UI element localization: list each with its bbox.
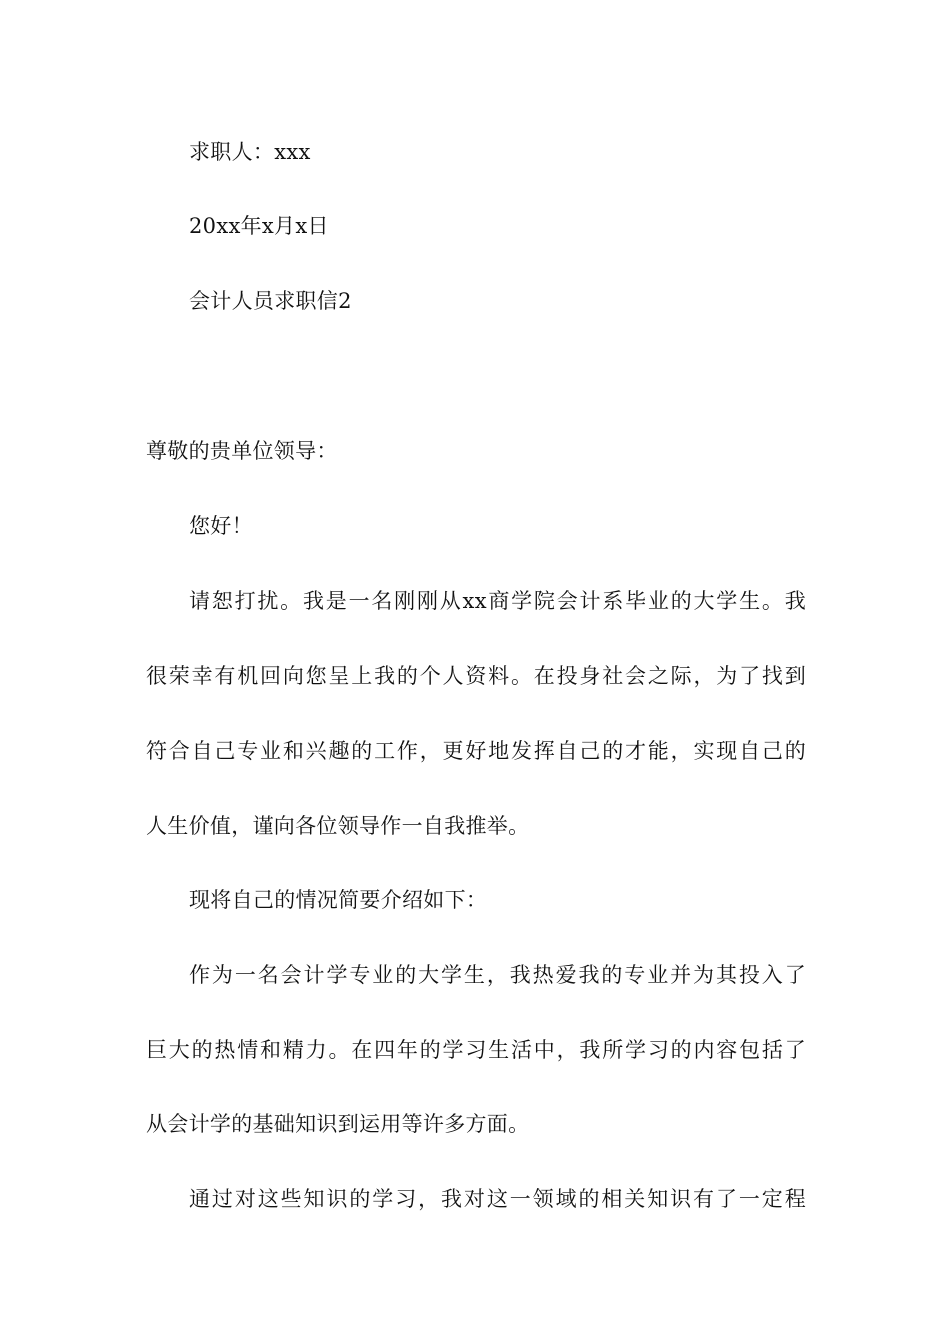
paragraph-1-line-1: 请恕打扰。我是一名刚刚从xx商学院会计系毕业的大学生。我	[189, 589, 806, 613]
paragraph-1-line-4: 人生价值，谨向各位领导作一自我推举。	[146, 814, 530, 838]
paragraph-3-line-1: 作为一名会计学专业的大学生，我热爱我的专业并为其投入了	[189, 963, 806, 987]
salutation: 尊敬的贵单位领导：	[146, 439, 338, 463]
letter-date: 20xx年x月x日	[189, 214, 329, 238]
paragraph-3-line-2: 巨大的热情和精力。在四年的学习生活中，我所学习的内容包括了	[146, 1038, 806, 1062]
paragraph-2-line-1: 现将自己的情况简要介绍如下：	[189, 888, 488, 912]
applicant-signature: 求职人：xxx	[189, 140, 311, 164]
paragraph-3-line-3: 从会计学的基础知识到运用等许多方面。	[146, 1112, 530, 1136]
paragraph-4-line-1: 通过对这些知识的学习，我对这一领域的相关知识有了一定程	[189, 1187, 806, 1211]
paragraph-1-line-3: 符合自己专业和兴趣的工作，更好地发挥自己的才能，实现自己的	[146, 739, 806, 763]
paragraph-1-line-2: 很荣幸有机回向您呈上我的个人资料。在投身社会之际，为了找到	[146, 664, 806, 688]
greeting: 您好！	[189, 514, 253, 538]
letter-title: 会计人员求职信2	[189, 289, 352, 313]
